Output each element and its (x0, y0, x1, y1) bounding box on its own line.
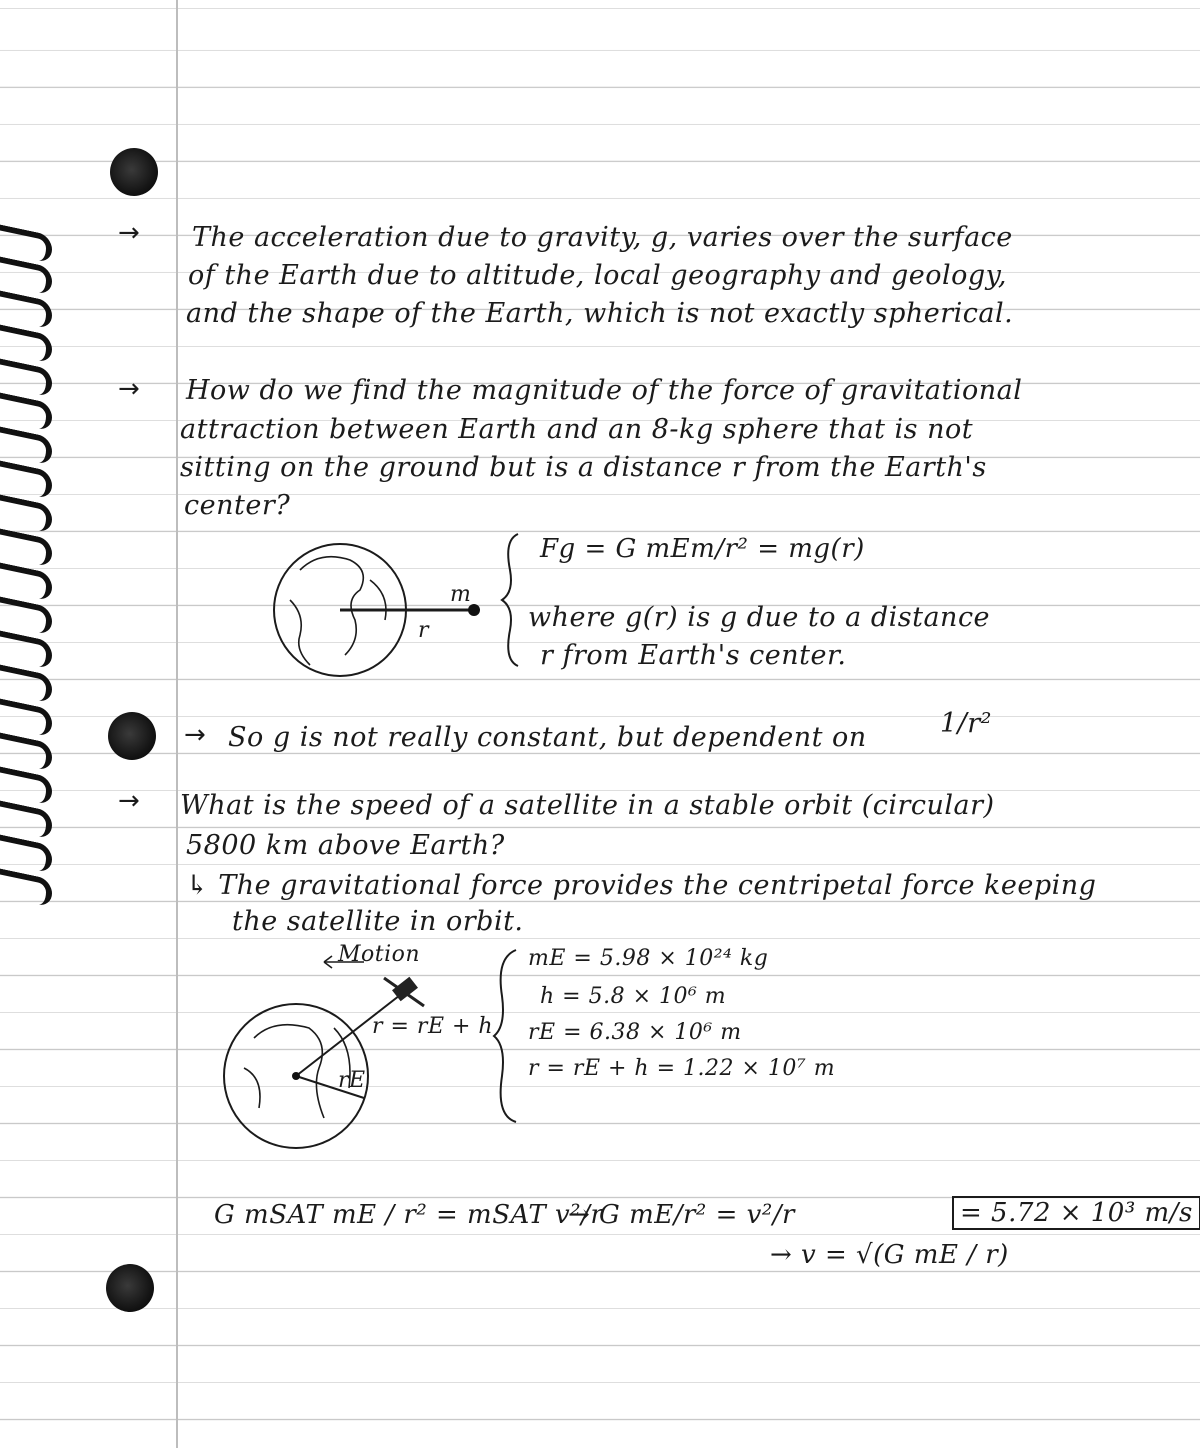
motion-label: Motion (338, 942, 421, 967)
punch-hole (106, 1264, 154, 1312)
where-line: where g(r) is g due to a distance (528, 602, 991, 633)
bullet-arrow-icon: → (118, 786, 140, 816)
orbit-radius-label: r = rE + h (372, 1014, 494, 1039)
given-value: rE = 6.38 × 10⁶ m (528, 1020, 742, 1045)
note1-line: The acceleration due to gravity, g, varies over the surface (192, 222, 1013, 253)
note1-line: of the Earth due to altitude, local geography and geology, (188, 260, 1007, 291)
given-value: h = 5.8 × 10⁶ m (540, 984, 727, 1009)
mass-label: m (450, 582, 472, 607)
note2-line: attraction between Earth and an 8-kg sphere that is not (180, 414, 974, 445)
margin-line (176, 0, 178, 1448)
where-line: r from Earth's center. (540, 640, 847, 671)
earth-radius-label: rE (338, 1068, 366, 1093)
earth-diagram-1 (260, 540, 520, 680)
note1-line: and the shape of the Earth, which is not exactly spherical. (186, 298, 1014, 329)
note4-subline: ↳ The gravitational force provides the centripetal force keeping (186, 870, 1097, 901)
note2-line: center? (184, 490, 291, 521)
bullet-arrow-icon: → (118, 218, 140, 248)
bullet-arrow-icon: → (118, 374, 140, 404)
note4-line: What is the speed of a satellite in a stable orbit (circular) (180, 790, 995, 821)
solution-result: = 5.72 × 10³ m/s (952, 1196, 1200, 1230)
brace-1 (496, 530, 526, 670)
given-value: r = rE + h = 1.22 × 10⁷ m (528, 1056, 836, 1081)
punch-hole (110, 148, 158, 196)
radius-label: r (418, 618, 430, 643)
note2-line: How do we find the magnitude of the force of gravitational (186, 375, 1023, 406)
brace-2 (488, 946, 524, 1126)
solution-part3: → v = √(G mE / r) (770, 1240, 1009, 1270)
note3-fraction: 1/r² (940, 708, 993, 739)
solution-part1: G mSAT mE / r² = mSAT v²/r (214, 1200, 604, 1230)
note4-line: 5800 km above Earth? (186, 830, 505, 861)
gravity-formula: Fg = G mEm/r² = mg(r) (540, 534, 865, 564)
solution-part2: → G mE/r² = v²/r (568, 1200, 795, 1230)
note3-text: So g is not really constant, but dependent on (228, 722, 867, 753)
bullet-arrow-icon: → (184, 720, 206, 750)
punch-hole (108, 712, 156, 760)
note2-line: sitting on the ground but is a distance r from the Earth's (180, 452, 987, 483)
note4-subline: the satellite in orbit. (232, 906, 524, 937)
given-value: mE = 5.98 × 10²⁴ kg (528, 946, 769, 971)
